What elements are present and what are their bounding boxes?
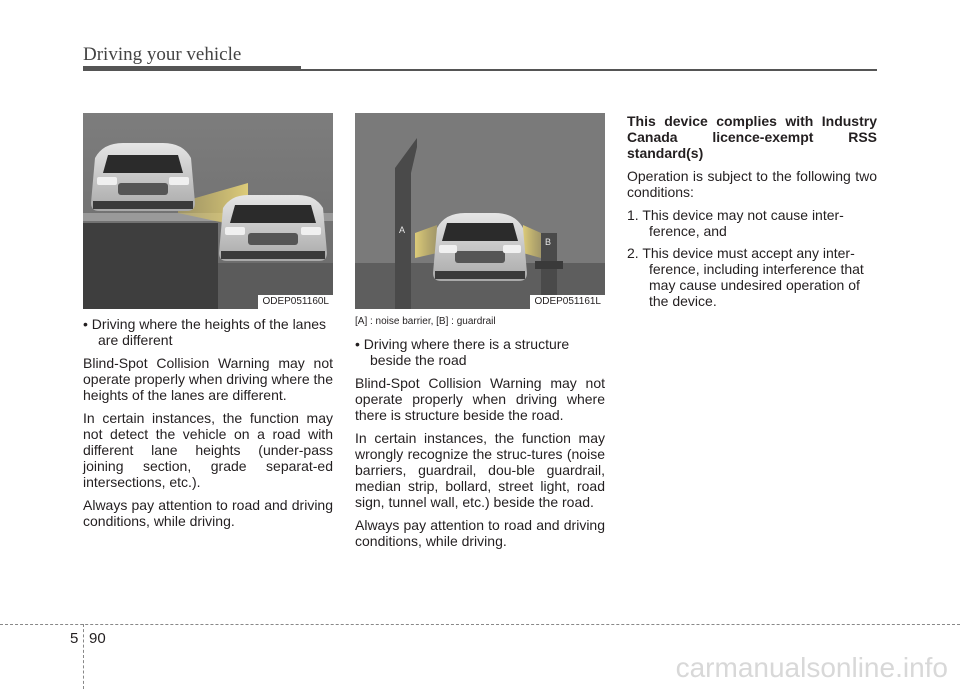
- column-3: [627, 113, 877, 315]
- page-header-title: Driving your vehicle: [83, 44, 242, 65]
- figure-illustration-lane-heights: [83, 113, 333, 309]
- bullet-item: • Driving where the heights of the lanes are different: [83, 316, 327, 348]
- chapter-number: 5: [70, 630, 79, 647]
- figure-structure-beside-road: [355, 113, 605, 309]
- section-heading: This device complies with Industry Canada licence-exempt RSS standard(s): [627, 113, 877, 161]
- figure-illustration-structure: [355, 113, 605, 309]
- column-1: [83, 316, 333, 536]
- paragraph: Always pay attention to road and driving conditions, while driving.: [83, 497, 333, 529]
- figure-code: ODEP051160L: [258, 295, 333, 309]
- figure-different-lane-heights: [83, 113, 333, 309]
- numbered-item: 1. This device may not cause inter-ference, and: [627, 207, 844, 239]
- figure-caption: [A] : noise barrier, [B] : guardrail: [355, 316, 496, 327]
- paragraph: Blind-Spot Collision Warning may not operate properly when driving where there is structure beside the road.: [355, 375, 605, 423]
- figure-label-b: B: [545, 237, 552, 247]
- footer-divider: [83, 624, 84, 689]
- figure-code: ODEP051161L: [530, 295, 605, 309]
- figure-label-a: A: [399, 225, 406, 235]
- column-2: [355, 316, 605, 556]
- paragraph: In certain instances, the function may not detect the vehicle on a road with different lane heights (under-pass joining section, grade separat-ed intersections, etc.).: [83, 410, 333, 490]
- numbered-item: 2. This device must accept any inter-ference, including interference that may cause undesired operation of the device.: [627, 245, 864, 309]
- paragraph: Operation is subject to the following two conditions:: [627, 168, 877, 200]
- footer-rule: [0, 624, 960, 625]
- page-number: 90: [89, 630, 106, 647]
- paragraph: In certain instances, the function may wrongly recognize the struc-tures (noise barriers, guardrail, dou-ble guardrail, median strip, bollard, street light, road sign, tunnel wall, etc.) beside the road.: [355, 430, 605, 510]
- header-rule-thin: [301, 69, 877, 71]
- header-rule-thick: [83, 66, 301, 71]
- paragraph: Blind-Spot Collision Warning may not operate properly when driving where the heights of the lanes are different.: [83, 355, 333, 403]
- watermark: carmanualsonline.info: [675, 652, 948, 683]
- bullet-item: • Driving where there is a structure beside the road: [355, 336, 570, 368]
- paragraph: Always pay attention to road and driving conditions, while driving.: [355, 517, 605, 549]
